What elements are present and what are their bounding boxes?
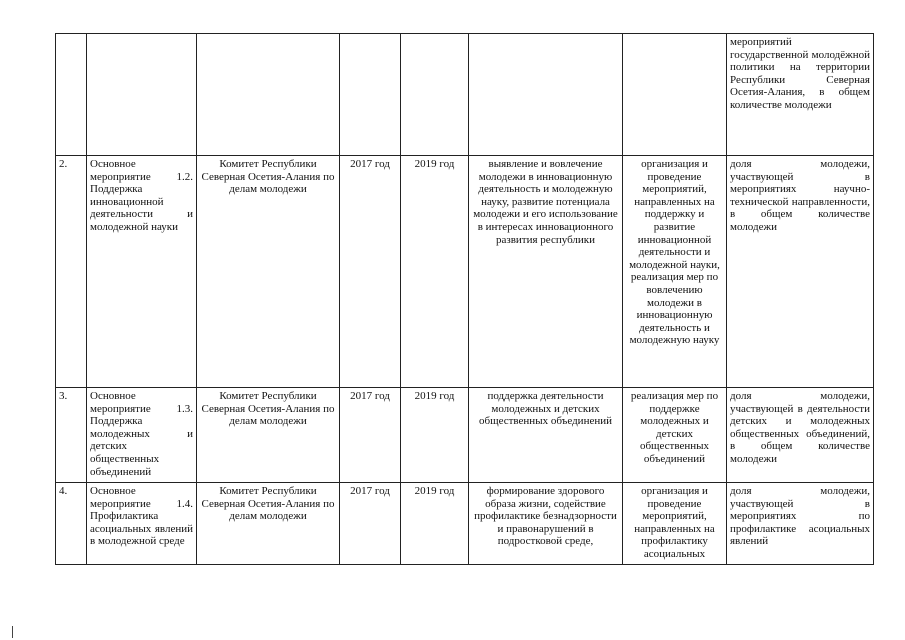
directions-cell: организация и проведение мероприятий, направленных на поддержку и развитие инновационной деятельности и молодежной науки, реализация мер по вовлечению молодежи в инновационную деятельность и молодежную науку — [623, 156, 727, 388]
executor-cell: Комитет Республики Северная Осетия-Алания по делам молодежи — [197, 388, 340, 483]
start-year-cell — [340, 34, 401, 156]
table-row — [56, 34, 874, 156]
expected-result-cell: формирование здорового образа жизни, содействие профилактике безнадзорности и правонарушений в подростковой среде, — [469, 483, 623, 565]
row-number-cell: 4. — [56, 483, 87, 565]
end-year-cell: 2019 год — [401, 388, 469, 483]
indicator-cell: доля молодежи, участвующей в мероприятиях научно-технической направленности, в общем количестве молодежи — [727, 156, 874, 388]
indicator-cell: доля молодежи, участвующей в деятельности детских и молодежных общественных объединений, в общем количестве молодежи — [727, 388, 874, 483]
expected-result-cell — [469, 34, 623, 156]
directions-cell: организация и проведение мероприятий, направленных на профилактику асоциальных — [623, 483, 727, 565]
measure-cell: Основное мероприятие 1.3. Поддержка молодежных и детских общественных объединений — [87, 388, 197, 483]
measure-cell: Основное мероприятие 1.4. Профилактика асоциальных явлений в молодежной среде — [87, 483, 197, 565]
row-number-cell: 2. — [56, 156, 87, 388]
expected-result-cell: поддержка деятельности молодежных и детских общественных объединений — [469, 388, 623, 483]
table-row — [56, 483, 874, 565]
row-number-cell: 3. — [56, 388, 87, 483]
end-year-cell: 2019 год — [401, 156, 469, 388]
executor-cell — [197, 34, 340, 156]
directions-cell — [623, 34, 727, 156]
start-year-cell: 2017 год — [340, 388, 401, 483]
start-year-cell: 2017 год — [340, 483, 401, 565]
start-year-cell: 2017 год — [340, 156, 401, 388]
end-year-cell — [401, 34, 469, 156]
indicator-cell: доля молодежи, участвующей в мероприятиях по профилактике асоциальных явлений — [727, 483, 874, 565]
page-edge-mark — [12, 626, 13, 638]
measure-cell — [87, 34, 197, 156]
program-measures-table — [55, 33, 874, 565]
end-year-cell: 2019 год — [401, 483, 469, 565]
directions-cell: реализация мер по поддержке молодежных и детских общественных объединений — [623, 388, 727, 483]
expected-result-cell: выявление и вовлечение молодежи в инновационную деятельность и молодежную науку, развитие потенциала молодежи и его использование в интересах инновационного развития республики — [469, 156, 623, 388]
executor-cell: Комитет Республики Северная Осетия-Алания по делам молодежи — [197, 156, 340, 388]
executor-cell: Комитет Республики Северная Осетия-Алания по делам молодежи — [197, 483, 340, 565]
indicator-cell: мероприятий государственной молодёжной политики на территории Республики Северная Осетия-Алания, в общем количестве молодежи — [727, 34, 874, 156]
row-number-cell — [56, 34, 87, 156]
measure-cell: Основное мероприятие 1.2. Поддержка инновационной деятельности и молодежной науки — [87, 156, 197, 388]
table-row — [56, 156, 874, 388]
table-row — [56, 388, 874, 483]
